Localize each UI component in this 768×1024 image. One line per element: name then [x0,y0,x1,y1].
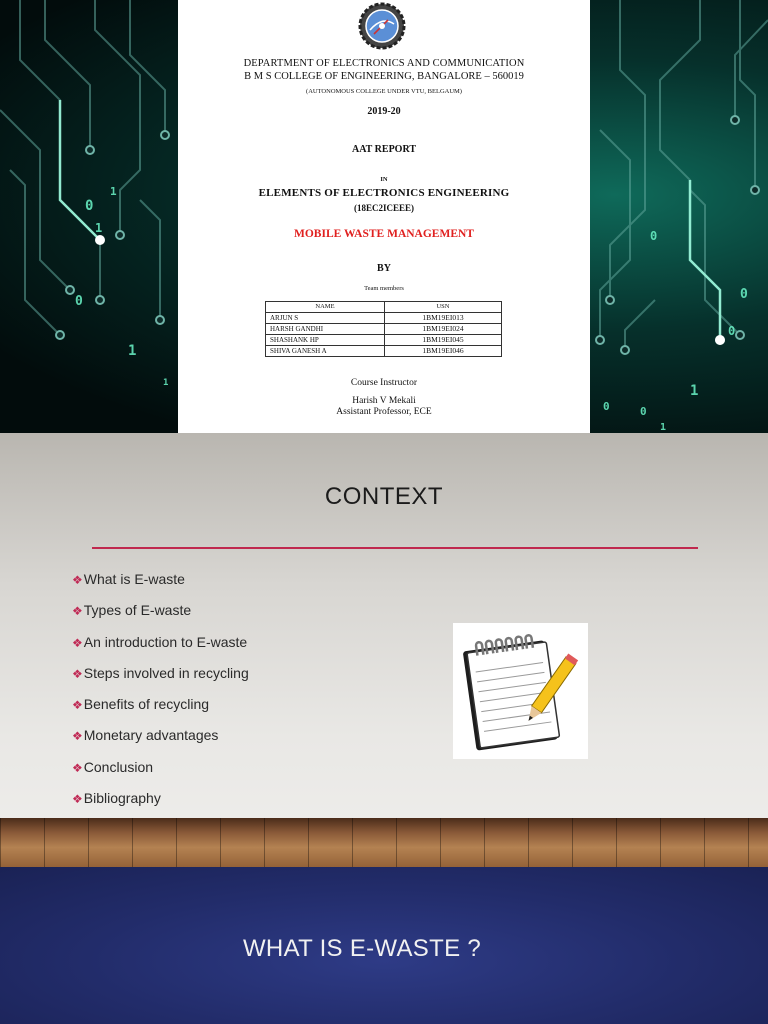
list-item-text: Conclusion [83,758,154,775]
svg-text:1: 1 [660,422,667,433]
list-item [72,696,249,727]
list-item [72,665,249,696]
diamond-bullet-icon: ❖ [72,573,83,587]
list-item-text: Benefits of recycling [83,696,210,713]
svg-text:0: 0 [85,198,94,214]
list-item [72,571,249,602]
in-label: IN [380,176,388,183]
member-name: HARSH GANDHI [266,324,385,335]
diamond-bullet-icon: ❖ [72,729,83,744]
college-logo-icon [358,2,406,50]
list-item [72,759,249,790]
team-members-label: Team members [364,285,404,292]
list-item [72,602,249,633]
report-type: AAT REPORT [351,144,416,155]
svg-text:0: 0 [75,294,83,309]
department-name: DEPARTMENT OF ELECTRONICS AND COMMUNICATION [243,58,525,69]
notepad-pencil-icon [453,623,588,759]
svg-text:1: 1 [163,378,169,388]
svg-text:0: 0 [640,405,647,418]
diamond-bullet-icon: ❖ [72,666,83,681]
by-label: BY [377,263,391,274]
course-instructor-label: Course Instructor [350,378,418,388]
college-name: B M S COLLEGE OF ENGINEERING, BANGALORE – 560019 [244,71,524,82]
svg-text:1: 1 [110,185,117,198]
diamond-bullet-icon: ❖ [72,760,83,775]
wooden-floor-decoration [0,818,768,867]
list-item-text: What is E-waste [83,571,185,587]
member-usn: 1BM19EI046 [385,346,502,357]
list-item-text: Bibliography [83,790,161,807]
list-item [72,634,249,665]
context-list [72,571,249,821]
table-row [266,324,502,335]
context-slide [0,433,768,867]
subject-name: ELEMENTS OF ELECTRONICS ENGINEERING [258,187,510,199]
column-header-usn: USN [385,302,502,313]
list-item-text: Types of E-waste [83,602,192,619]
list-item-text: An introduction to E-waste [83,633,248,650]
table-header-row [266,302,502,313]
member-usn: 1BM19EI013 [385,313,502,324]
svg-text:0: 0 [740,287,748,302]
slide-title: CONTEXT [324,483,444,510]
report-cover-page [178,0,590,433]
list-item [72,790,249,821]
list-item-text: Monetary advantages [83,727,219,744]
table-row [266,335,502,346]
member-usn: 1BM19EI024 [385,324,502,335]
svg-text:0: 0 [603,400,610,413]
academic-year: 2019-20 [367,106,401,117]
diamond-bullet-icon: ❖ [72,698,83,713]
diamond-bullet-icon: ❖ [72,792,83,807]
svg-text:1: 1 [128,343,137,359]
team-members-table [265,301,502,357]
project-title: MOBILE WASTE MANAGEMENT [294,228,474,240]
table-row [266,346,502,357]
column-header-name: NAME [266,302,385,313]
table-row [266,313,502,324]
svg-text:0: 0 [728,324,736,338]
title-slide [0,0,768,433]
diamond-bullet-icon: ❖ [72,635,83,650]
member-name: SHASHANK HP [266,335,385,346]
member-name: ARJUN S [266,313,385,324]
autonomous-note: (AUTONOMOUS COLLEGE UNDER VTU, BELGAUM) [306,88,462,95]
slide-title: WHAT IS E-WASTE ? [242,935,481,962]
what-is-ewaste-slide [0,867,768,1024]
svg-text:1: 1 [95,221,103,235]
instructor-title: Assistant Professor, ECE [336,407,432,417]
title-divider [92,547,698,549]
list-item [72,727,249,758]
diamond-bullet-icon: ❖ [72,604,83,619]
subject-code: (18EC2ICEEE) [353,203,414,213]
member-usn: 1BM19EI045 [385,335,502,346]
instructor-name: Harish V Mekali [352,396,416,406]
list-item-text: Steps involved in recycling [83,664,249,681]
svg-text:0: 0 [650,229,658,243]
svg-text:1: 1 [690,383,699,399]
member-name: SHIVA GANESH A [266,346,385,357]
